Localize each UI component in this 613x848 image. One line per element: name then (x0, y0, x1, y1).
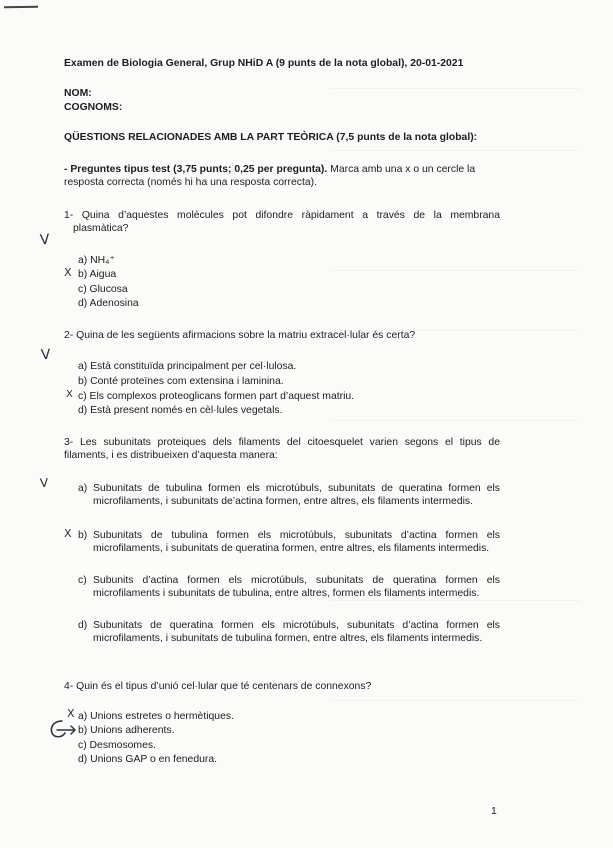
section-title: QÜESTIONS RELACIONADES AMB LA PART TEÒRICA (7,5 punts de la nota global): (64, 132, 478, 143)
question-2: 2- Quina de les següents afirmacions sobre la matriu extracel·lular és certa? (64, 330, 416, 341)
q2-option-c: c) Els complexos proteoglicans formen part d’aquest matriu. (78, 391, 355, 402)
q1-option-c: c) Glucosa (78, 284, 128, 295)
exam-title: Examen de Biologia General, Grup NHiD A (9 punts de la nota global), 20-01-2021 (64, 58, 464, 69)
handwritten-cross-q2c: X (66, 389, 73, 400)
q3-option-d-text: Subunitats de queratina formen els microtúbuls, subunitats d’actina formen els microfilaments, i subunitats de tubulina formen, entre altres, els filaments intermedis. (93, 620, 500, 645)
q3-option-b-label: b) (78, 530, 88, 541)
q3-option-c-text: Subunits d’actina formen els microtúbuls, subunitats de queratina formen els microfilaments i subunitats de tubulina, entre altres, formen els filaments intermedis. (93, 575, 500, 600)
q3-option-b-text: Subunitats de tubulina formen els microtúbuls, subunitats d’actina formen els microfilaments, i subunitats de queratina formen, entre altres, els filaments intermedis. (93, 530, 500, 555)
question-3-line2: filaments, i es distribueixen d’aquesta manera: (64, 450, 278, 462)
surname-label: COGNOMS: (64, 102, 123, 113)
q2-option-d: d) Està present només en cèl·lules vegetals. (78, 405, 283, 416)
page-number: 1 (491, 806, 497, 817)
test-instructions-rest: Marca amb una x o un cercle la (327, 164, 476, 175)
handwritten-cross-q3b: X (64, 527, 72, 540)
question-1-line2: plasmàtica? (73, 223, 129, 235)
q3-option-c-label: c) (78, 575, 87, 586)
bleed-through (330, 150, 580, 151)
name-label: NOM: (64, 88, 92, 99)
q2-option-a: a) Està constituïda principalment per cel·lulosa. (78, 361, 297, 372)
handwritten-cross-q1b: X (64, 266, 72, 279)
test-instructions-line2: resposta correcta (només hi ha una resposta correcta). (64, 177, 317, 189)
handwritten-check-q1: V (39, 231, 51, 249)
question-3 (64, 436, 500, 463)
q4-option-b: b) Unions adherents. (78, 725, 175, 736)
q1-option-d: d) Adenosina (78, 298, 139, 309)
q3-option-a (78, 482, 500, 509)
handwritten-check-q3: V (39, 475, 49, 491)
bleed-through (330, 88, 580, 89)
scan-edge-mark (4, 6, 38, 9)
q3-option-c (78, 574, 500, 601)
question-1 (64, 209, 500, 236)
question-1-line1: 1- Quina d’aquestes molècules pot difondre ràpidament a través de la membrana (64, 210, 500, 221)
handwritten-circle-arrow-q4b (48, 718, 78, 740)
test-instructions (64, 163, 500, 190)
bleed-through (330, 270, 580, 271)
test-instructions-bold: - Preguntes tipus test (3,75 punts; 0,25 per pregunta). (64, 164, 328, 175)
bleed-through (330, 420, 580, 421)
q3-option-d-label: d) (78, 620, 88, 631)
bleed-through (330, 700, 580, 701)
handwritten-check-q2: V (40, 346, 52, 364)
question-3-line1: 3- Les subunitats proteiques dels filaments del citoesquelet varien segons el tipus de (64, 437, 500, 448)
q1-option-a: a) NH₄⁺ (78, 255, 115, 266)
q2-option-b: b) Conté proteïnes com extensina i laminina. (78, 376, 284, 387)
q4-option-d: d) Unions GAP o en fenedura. (78, 754, 218, 765)
q4-option-a: a) Unions estretes o hermètiques. (78, 711, 234, 722)
q3-option-b (78, 529, 500, 556)
q3-option-a-text: Subunitats de tubulina formen els microtúbuls, subunitats de queratina formen els microfilaments, i subunitats de’actina formen, entre altres, els filaments intermedis. (93, 483, 500, 508)
handwritten-cross-q4a: X (67, 707, 75, 720)
q3-option-a-label: a) (78, 483, 88, 494)
q3-option-d (78, 619, 500, 646)
q4-option-c: c) Desmosomes. (78, 740, 156, 751)
question-4: 4- Quin és el tipus d’unió cel·lular que té centenars de connexons? (64, 681, 372, 692)
q1-option-b: b) Aigua (78, 269, 117, 280)
